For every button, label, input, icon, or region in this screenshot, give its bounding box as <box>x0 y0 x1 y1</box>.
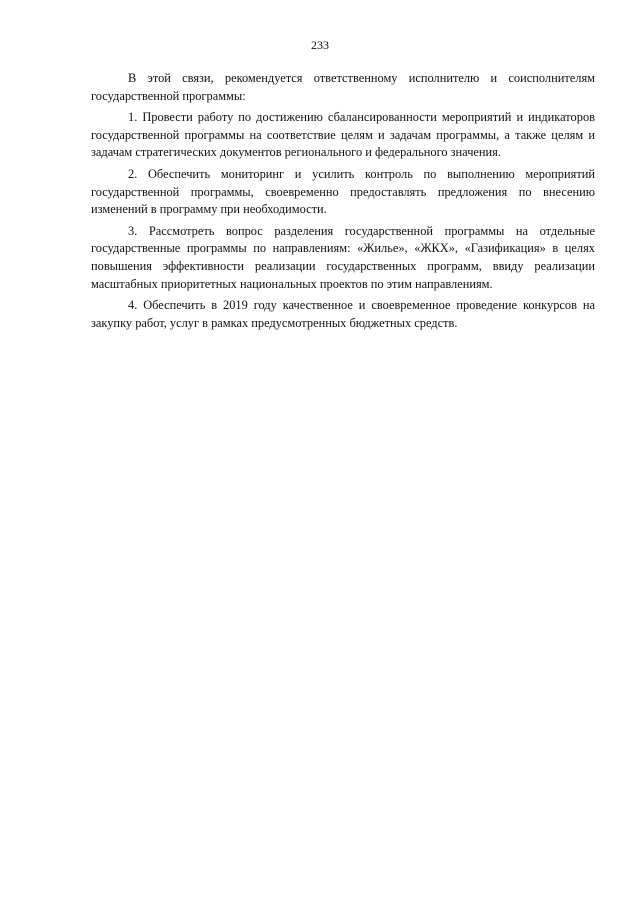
recommendation-3: 3. Рассмотреть вопрос разделения государственной программы на отдельные государственные программы по направлениям: «Жилье», «ЖКХ», «Газификация» в целях повышения эффективности реализации государственных программ, ввиду реализации масштабных приоритетных национальных проектов по этим направлениям. <box>91 223 595 291</box>
recommendation-4: 4. Обеспечить в 2019 году качественное и своевременное проведение конкурсов на закупку работ, услуг в рамках предусмотренных бюджетных средств. <box>91 298 595 330</box>
document-body <box>91 70 595 336</box>
recommendation-2: 2. Обеспечить мониторинг и усилить контроль по выполнению мероприятий государственной программы, своевременно предоставлять предложения по внесению изменений в программу при необходимости. <box>91 166 595 217</box>
intro-paragraph: В этой связи, рекомендуется ответственному исполнителю и соисполнителям государственной программы: <box>91 71 595 103</box>
page-number: 233 <box>311 38 329 52</box>
recommendation-1: 1. Провести работу по достижению сбалансированности мероприятий и индикаторов государственной программы на соответствие целям и задачам программы, а также целям и задачам стратегических документов регионального и федерального значения. <box>91 110 595 160</box>
